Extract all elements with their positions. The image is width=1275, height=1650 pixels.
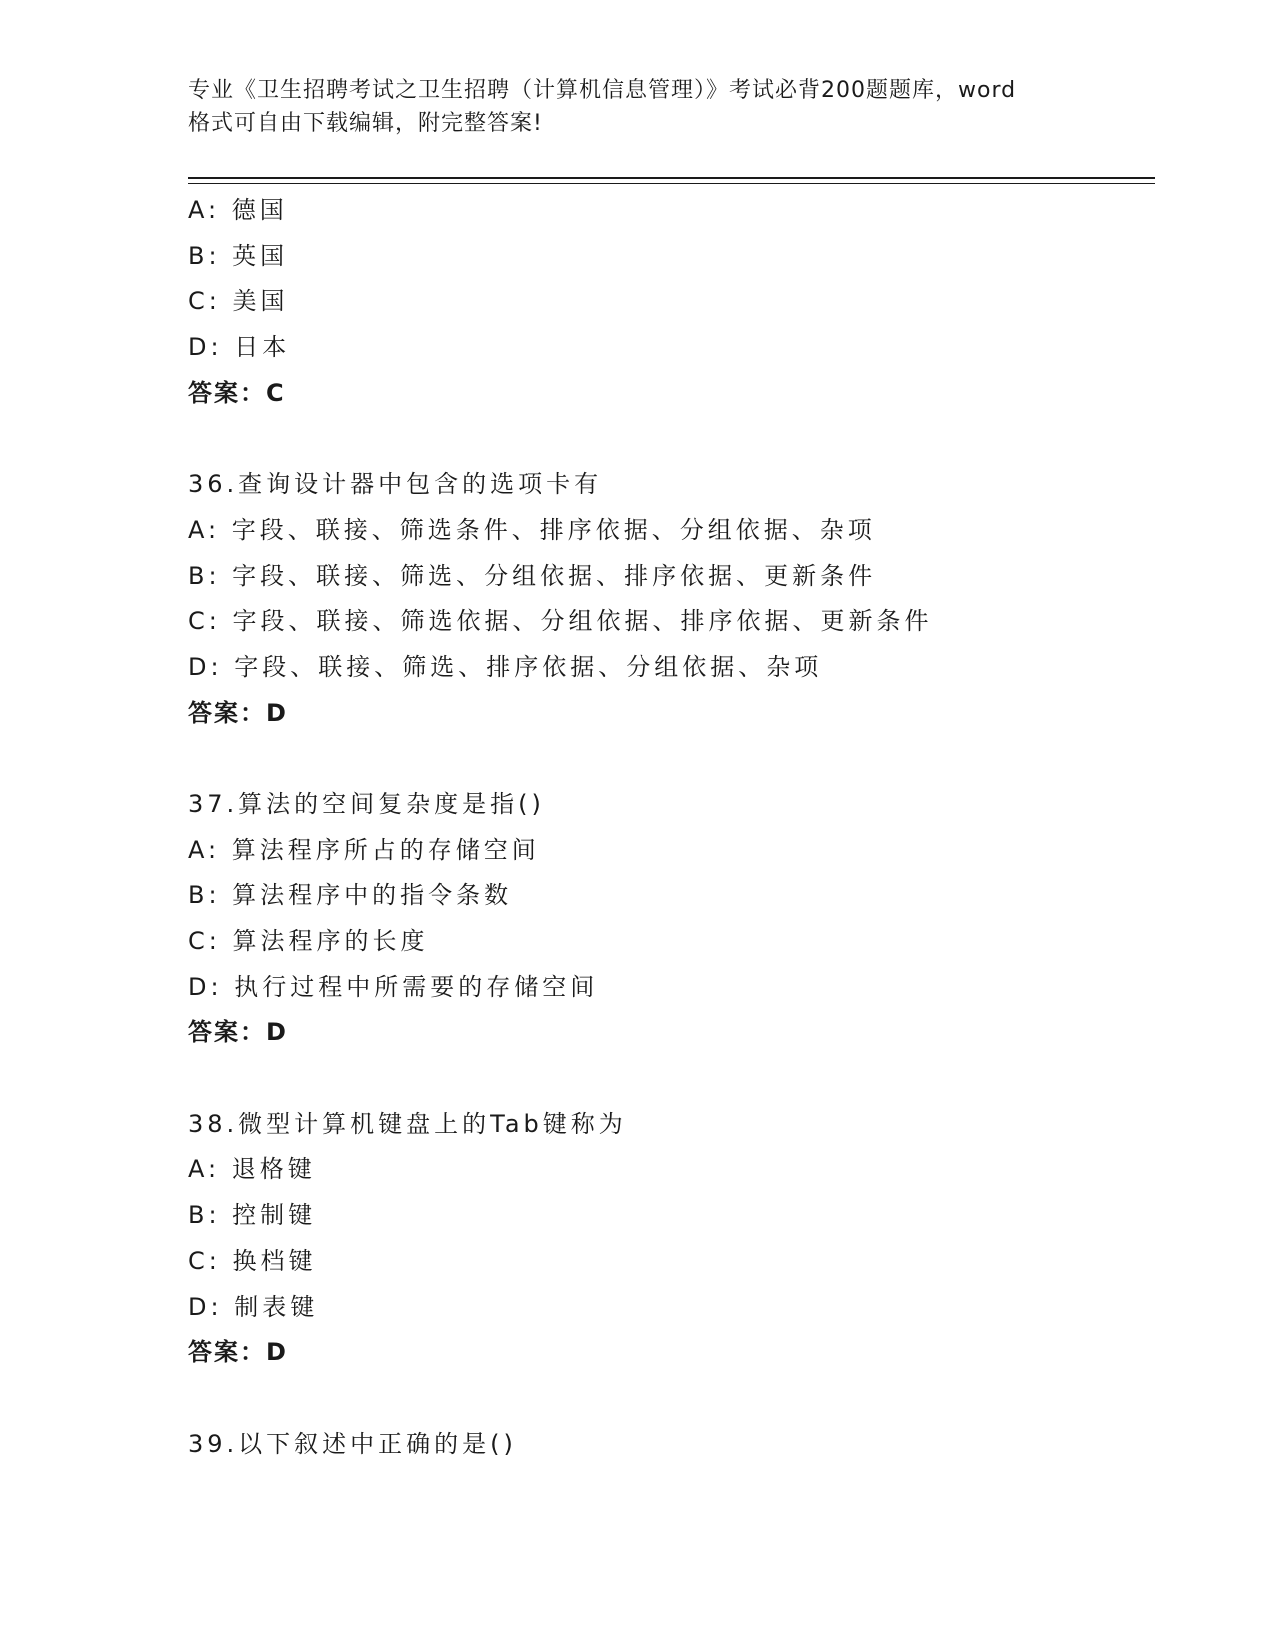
option-b: B: 控制键 bbox=[188, 1201, 317, 1230]
option-a: A: 德国 bbox=[188, 196, 288, 224]
option-d: D: 制表键 bbox=[188, 1292, 319, 1321]
option-a: A: 退格键 bbox=[188, 1155, 316, 1184]
spacer bbox=[188, 416, 1148, 462]
option-a: A: 字段、联接、筛选条件、排序依据、分组依据、杂项 bbox=[188, 515, 876, 544]
question-text: 38.微型计算机键盘上的Tab键称为 bbox=[188, 1109, 627, 1138]
question-39 bbox=[188, 1422, 1148, 1468]
header-title-line-2: 格式可自由下载编辑，附完整答案! bbox=[188, 111, 543, 136]
header-divider-thin bbox=[188, 183, 1155, 184]
option-b: B: 英国 bbox=[188, 241, 289, 270]
option-d: D: 字段、联接、筛选、排序依据、分组依据、杂项 bbox=[188, 652, 823, 681]
answer: 答案：C bbox=[188, 378, 286, 407]
answer: 答案：D bbox=[188, 1018, 288, 1047]
answer: 答案：D bbox=[188, 1338, 288, 1367]
question-38 bbox=[188, 1102, 1148, 1376]
header-title-line-1: 专业《卫生招聘考试之卫生招聘（计算机信息管理）》考试必背200题题库，word bbox=[188, 78, 1017, 103]
option-b: B: 算法程序中的指令条数 bbox=[188, 881, 513, 910]
option-b: B: 字段、联接、筛选、分组依据、排序依据、更新条件 bbox=[188, 561, 877, 590]
spacer bbox=[188, 736, 1148, 782]
question-text: 37.算法的空间复杂度是指() bbox=[188, 789, 545, 818]
spacer bbox=[188, 1376, 1148, 1422]
question-list bbox=[188, 188, 1148, 1467]
option-a: A: 算法程序所占的存储空间 bbox=[188, 835, 540, 864]
header-divider-thick bbox=[188, 177, 1155, 179]
question-35 bbox=[188, 188, 1148, 416]
option-c: C: 算法程序的长度 bbox=[188, 927, 429, 955]
option-c: C: 字段、联接、筛选依据、分组依据、排序依据、更新条件 bbox=[188, 607, 933, 636]
question-text: 36.查询设计器中包含的选项卡有 bbox=[188, 470, 603, 499]
option-c: C: 美国 bbox=[188, 287, 289, 316]
option-c: C: 换档键 bbox=[188, 1246, 317, 1275]
question-36 bbox=[188, 462, 1148, 736]
spacer bbox=[188, 1056, 1148, 1102]
question-text: 39.以下叙述中正确的是() bbox=[188, 1429, 517, 1458]
question-37 bbox=[188, 782, 1148, 1056]
answer: 答案：D bbox=[188, 698, 288, 727]
document-header bbox=[188, 74, 1088, 140]
option-d: D: 日本 bbox=[188, 333, 291, 362]
option-d: D: 执行过程中所需要的存储空间 bbox=[188, 972, 599, 1001]
